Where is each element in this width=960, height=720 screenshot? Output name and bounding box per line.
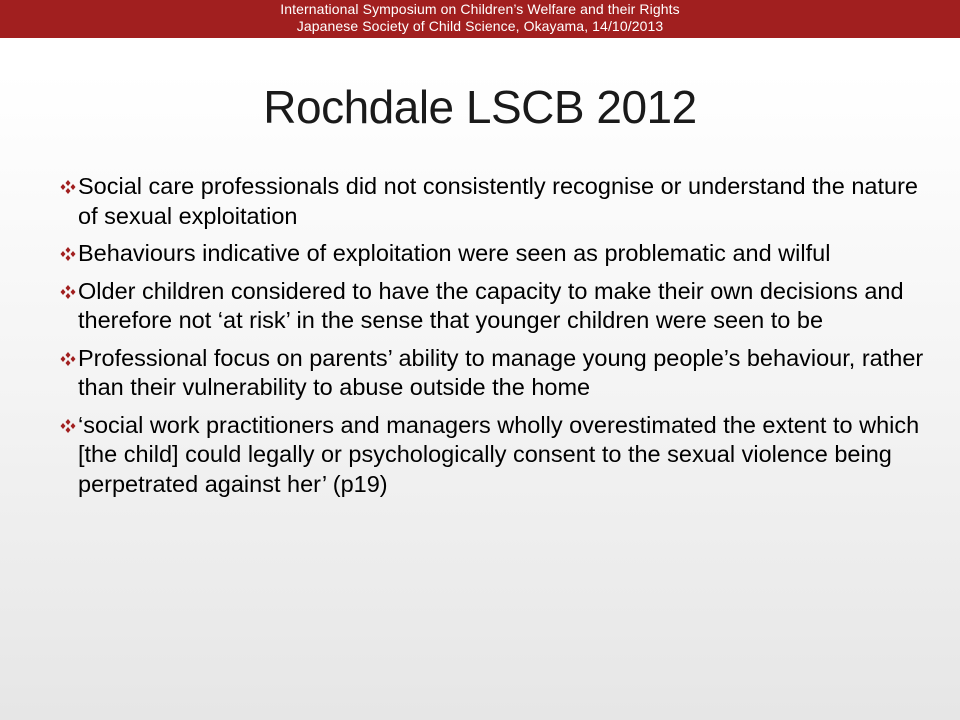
bullet-item bbox=[60, 172, 930, 231]
slide-title: Rochdale LSCB 2012 bbox=[263, 81, 697, 133]
bullet-item bbox=[60, 239, 930, 269]
diamond-cluster-icon bbox=[60, 247, 76, 261]
bullet-text: Older children considered to have the capacity to make their own decisions and therefore not ‘at risk’ in the sense that younger children were seen to be bbox=[78, 277, 904, 333]
bullet-text: Professional focus on parents’ ability to manage young people’s behaviour, rather than their vulnerability to abuse outside the home bbox=[78, 344, 924, 400]
bullet-text: Social care professionals did not consistently recognise or understand the nature of sexual exploitation bbox=[78, 173, 918, 229]
bullet-item bbox=[60, 344, 930, 403]
bullet-text: Behaviours indicative of exploitation were seen as problematic and wilful bbox=[78, 240, 831, 266]
diamond-cluster-icon bbox=[60, 352, 76, 366]
conference-venue-date: Japanese Society of Child Science, Okayama, 14/10/2013 bbox=[296, 18, 664, 34]
bullet-text: ‘social work practitioners and managers wholly overestimated the extent to which [the child] could legally or psychologically consent to the sexual violence being perpetrated against her’ (p19) bbox=[78, 411, 920, 497]
diamond-cluster-icon bbox=[60, 419, 76, 433]
diamond-cluster-icon bbox=[60, 285, 76, 299]
conference-title: International Symposium on Children’s Welfare and their Rights bbox=[280, 1, 680, 17]
conference-header bbox=[0, 0, 960, 38]
bullet-item bbox=[60, 277, 930, 336]
bullet-item bbox=[60, 411, 930, 500]
bullet-list bbox=[60, 172, 930, 507]
diamond-cluster-icon bbox=[60, 180, 76, 194]
